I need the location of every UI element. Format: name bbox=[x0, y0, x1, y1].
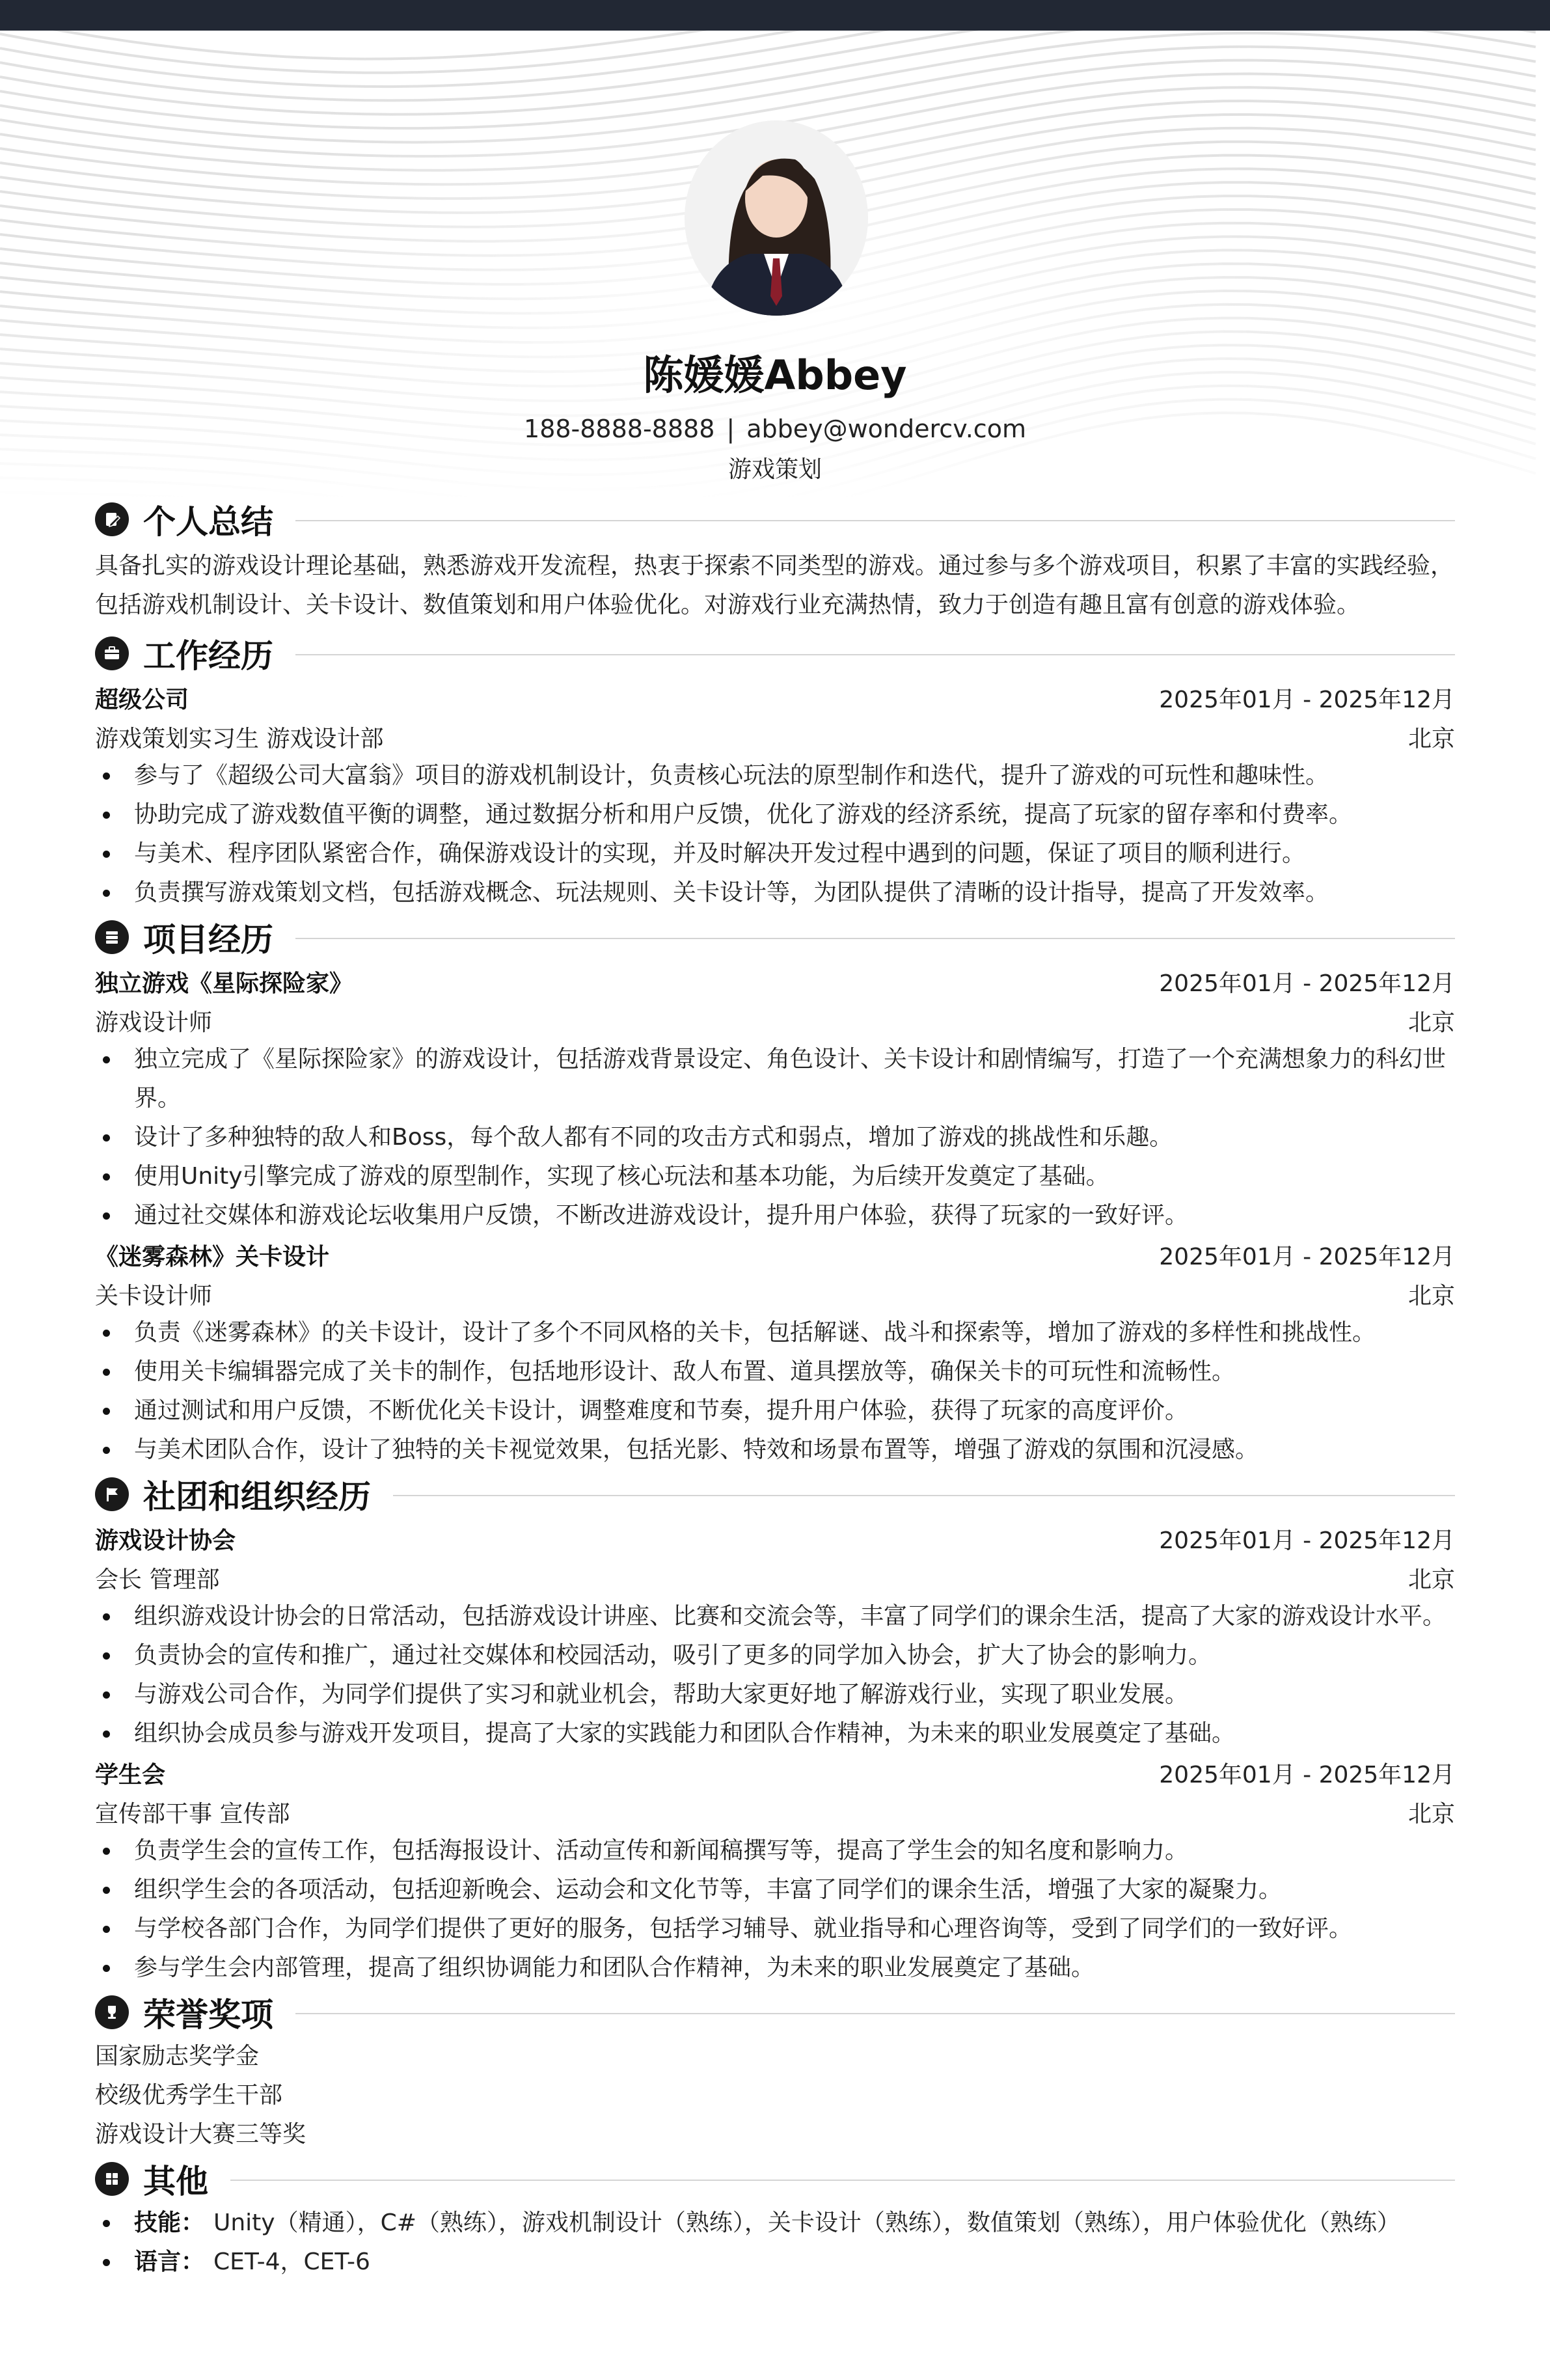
contact-line bbox=[0, 415, 1550, 443]
list-item: 参与学生会内部管理，提高了组织协调能力和团队合作精神，为未来的职业发展奠定了基础。 bbox=[134, 1949, 1455, 1988]
summary-text: 具备扎实的游戏设计理论基础，熟悉游戏开发流程，热衷于探索不同类型的游戏。通过参与多个游戏项目，积累了丰富的实践经验，包括游戏机制设计、关卡设计、数值策划和用户体验优化。对游戏行业充满热情，致力于创造有趣且富有创意的游戏体验。 bbox=[95, 553, 1454, 618]
list-item: 组织游戏设计协会的日常活动，包括游戏设计讲座、比赛和交流会等，丰富了同学们的课余生活，提高了大家的游戏设计水平。 bbox=[134, 1597, 1455, 1636]
club-entry bbox=[95, 1519, 1455, 1753]
grid-icon bbox=[95, 2162, 129, 2196]
list-item: 参与了《超级公司大富翁》项目的游戏机制设计，负责核心玩法的原型制作和迭代，提升了游戏的可玩性和趣味性。 bbox=[134, 756, 1455, 795]
section-title: 社团和组织经历 bbox=[143, 1478, 371, 1516]
section-divider bbox=[295, 2013, 1455, 2014]
entry-role: 游戏设计师 bbox=[95, 1009, 213, 1036]
list-item: 与美术、程序团队紧密合作，确保游戏设计的实现，并及时解决开发过程中遇到的问题，保证了项目的顺利进行。 bbox=[134, 834, 1455, 873]
entry-bullets bbox=[95, 1313, 1455, 1470]
entry-bullets bbox=[95, 756, 1455, 912]
contact-separator: | bbox=[726, 415, 735, 443]
phone-number: 188-8888-8888 bbox=[524, 415, 715, 443]
entry-location: 北京 bbox=[1407, 1282, 1455, 1309]
list-item: 协助完成了游戏数值平衡的调整，通过数据分析和用户反馈，优化了游戏的经济系统，提高了玩家的留存率和付费率。 bbox=[134, 795, 1455, 834]
entry-header bbox=[95, 1753, 1455, 1792]
pencil-note-icon bbox=[95, 502, 129, 536]
list-item: 通过社交媒体和游戏论坛收集用户反馈，不断改进游戏设计，提升用户体验，获得了玩家的一致好评。 bbox=[134, 1196, 1455, 1235]
entry-date: 2025年01月 - 2025年12月 bbox=[1159, 1527, 1455, 1554]
avatar bbox=[685, 120, 868, 316]
skills-item bbox=[134, 2204, 1455, 2243]
email-address: abbey@wondercv.com bbox=[746, 415, 1026, 443]
section-title: 其他 bbox=[143, 2163, 208, 2200]
entry-date: 2025年01月 - 2025年12月 bbox=[1159, 1761, 1455, 1788]
entry-subheader bbox=[95, 1792, 1455, 1831]
entry-header bbox=[95, 962, 1455, 1001]
language-item bbox=[134, 2243, 1455, 2282]
section-title: 荣誉奖项 bbox=[143, 1996, 273, 2034]
entry-role: 会长 管理部 bbox=[95, 1566, 220, 1593]
entry-org: 《迷雾森林》关卡设计 bbox=[95, 1243, 330, 1270]
section-divider bbox=[295, 938, 1455, 939]
section-honors-header bbox=[95, 1988, 1455, 2037]
list-item: 组织协会成员参与游戏开发项目，提高了大家的实践能力和团队合作精神，为未来的职业发展奠定了基础。 bbox=[134, 1714, 1455, 1753]
section-divider bbox=[230, 2180, 1455, 2181]
entry-org: 独立游戏《星际探险家》 bbox=[95, 970, 353, 997]
section-other-header bbox=[95, 2154, 1455, 2204]
list-item: 使用Unity引擎完成了游戏的原型制作，实现了核心玩法和基本功能，为后续开发奠定了基础。 bbox=[134, 1157, 1455, 1196]
project-entry bbox=[95, 1235, 1455, 1470]
list-item: 负责学生会的宣传工作，包括海报设计、活动宣传和新闻稿撰写等，提高了学生会的知名度和影响力。 bbox=[134, 1831, 1455, 1870]
entry-org: 学生会 bbox=[95, 1761, 166, 1788]
honor-item: 校级优秀学生干部 bbox=[95, 2082, 283, 2109]
entry-location: 北京 bbox=[1407, 1800, 1455, 1827]
trophy-icon bbox=[95, 1995, 129, 2029]
section-title: 个人总结 bbox=[143, 503, 273, 541]
list-item: 独立完成了《星际探险家》的游戏设计，包括游戏背景设定、角色设计、关卡设计和剧情编写，打造了一个充满想象力的科幻世界。 bbox=[134, 1040, 1455, 1118]
entry-date: 2025年01月 - 2025年12月 bbox=[1159, 1243, 1455, 1270]
entry-bullets bbox=[95, 1040, 1455, 1235]
entry-org: 游戏设计协会 bbox=[95, 1527, 236, 1554]
resume-content bbox=[95, 495, 1455, 2282]
list-item: 与美术团队合作，设计了独特的关卡视觉效果，包括光影、特效和场景布置等，增强了游戏的氛围和沉浸感。 bbox=[134, 1430, 1455, 1470]
candidate-name: 陈媛媛Abbey bbox=[643, 351, 907, 399]
skills-label: 技能： bbox=[134, 2209, 205, 2236]
entry-date: 2025年01月 - 2025年12月 bbox=[1159, 686, 1455, 713]
entry-header bbox=[95, 678, 1455, 717]
section-title: 工作经历 bbox=[143, 637, 273, 675]
honor-item: 游戏设计大赛三等奖 bbox=[95, 2121, 306, 2148]
language-text: CET-4，CET-6 bbox=[213, 2249, 370, 2275]
club-entry bbox=[95, 1753, 1455, 1988]
project-entry bbox=[95, 962, 1455, 1235]
section-title: 项目经历 bbox=[143, 921, 273, 959]
entry-bullets bbox=[95, 1597, 1455, 1753]
entry-bullets bbox=[95, 1831, 1455, 1988]
honor-item: 国家励志奖学金 bbox=[95, 2043, 260, 2070]
list-item: 与游戏公司合作，为同学们提供了实习和就业机会，帮助大家更好地了解游戏行业，实现了职业发展。 bbox=[134, 1675, 1455, 1714]
entry-subheader bbox=[95, 1558, 1455, 1597]
list-item: 使用关卡编辑器完成了关卡的制作，包括地形设计、敌人布置、道具摆放等，确保关卡的可玩性和流畅性。 bbox=[134, 1352, 1455, 1391]
work-entry bbox=[95, 678, 1455, 912]
skills-text: Unity（精通），C#（熟练），游戏机制设计（熟练），关卡设计（熟练），数值策划（熟练），用户体验优化（熟练） bbox=[213, 2209, 1400, 2236]
list-item: 组织学生会的各项活动，包括迎新晚会、运动会和文化节等，丰富了同学们的课余生活，增强了大家的凝聚力。 bbox=[134, 1870, 1455, 1909]
list-item: 通过测试和用户反馈，不断优化关卡设计，调整难度和节奏，提升用户体验，获得了玩家的高度评价。 bbox=[134, 1391, 1455, 1430]
stack-icon bbox=[95, 920, 129, 954]
entry-header bbox=[95, 1519, 1455, 1558]
section-work-header bbox=[95, 629, 1455, 678]
entry-date: 2025年01月 - 2025年12月 bbox=[1159, 970, 1455, 997]
entry-role: 游戏策划实习生 游戏设计部 bbox=[95, 725, 384, 752]
flag-icon bbox=[95, 1477, 129, 1511]
entry-subheader bbox=[95, 1274, 1455, 1313]
list-item: 与学校各部门合作，为同学们提供了更好的服务，包括学习辅导、就业指导和心理咨询等，受到了同学们的一致好评。 bbox=[134, 1909, 1455, 1949]
job-intention: 游戏策划 bbox=[727, 456, 822, 483]
entry-role: 宣传部干事 宣传部 bbox=[95, 1800, 290, 1827]
entry-header bbox=[95, 1235, 1455, 1274]
section-clubs-header bbox=[95, 1470, 1455, 1519]
list-item: 设计了多种独特的敌人和Boss，每个敌人都有不同的攻击方式和弱点，增加了游戏的挑战性和乐趣。 bbox=[134, 1118, 1455, 1157]
section-divider bbox=[393, 1495, 1455, 1496]
entry-org: 超级公司 bbox=[95, 686, 189, 713]
entry-location: 北京 bbox=[1407, 1009, 1455, 1036]
list-item: 负责撰写游戏策划文档，包括游戏概念、玩法规则、关卡设计等，为团队提供了清晰的设计指导，提高了开发效率。 bbox=[134, 873, 1455, 912]
entry-location: 北京 bbox=[1407, 1566, 1455, 1593]
section-projects-header bbox=[95, 912, 1455, 962]
section-summary-header bbox=[95, 495, 1455, 544]
entry-role: 关卡设计师 bbox=[95, 1282, 213, 1309]
briefcase-icon bbox=[95, 636, 129, 670]
section-divider bbox=[295, 654, 1455, 655]
other-list bbox=[95, 2204, 1455, 2282]
top-bar bbox=[0, 0, 1550, 31]
language-label: 语言： bbox=[134, 2249, 205, 2275]
list-item: 负责《迷雾森林》的关卡设计，设计了多个不同风格的关卡，包括解谜、战斗和探索等，增加了游戏的多样性和挑战性。 bbox=[134, 1313, 1455, 1352]
section-divider bbox=[295, 520, 1455, 521]
list-item: 负责协会的宣传和推广，通过社交媒体和校园活动，吸引了更多的同学加入协会，扩大了协会的影响力。 bbox=[134, 1636, 1455, 1675]
entry-location: 北京 bbox=[1407, 725, 1455, 752]
entry-subheader bbox=[95, 1001, 1455, 1040]
entry-subheader bbox=[95, 717, 1455, 756]
